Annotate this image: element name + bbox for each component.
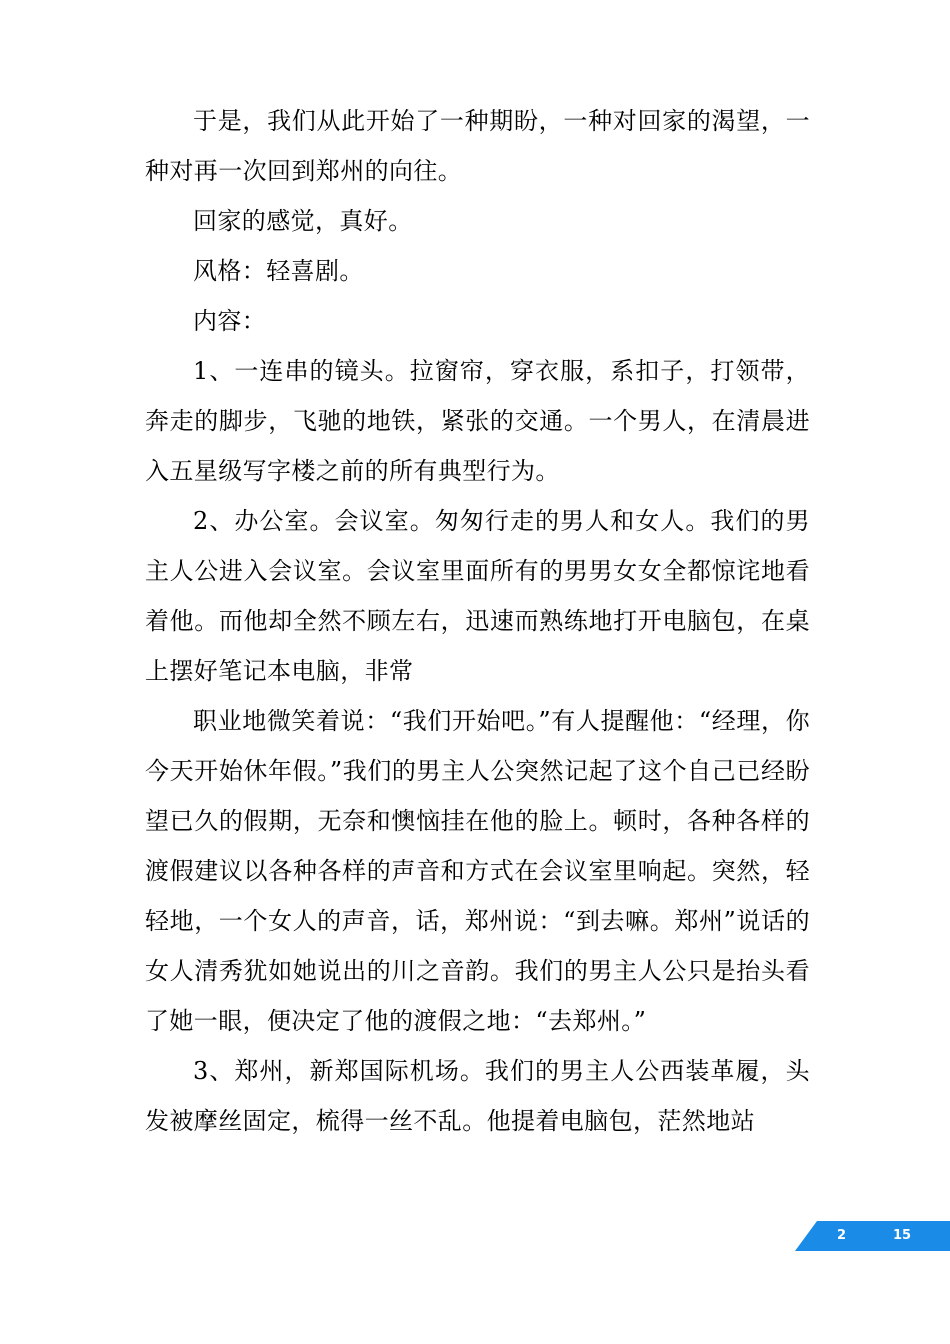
paragraph: 风格：轻喜剧。 bbox=[193, 257, 364, 285]
document-body bbox=[145, 96, 810, 1146]
paragraph: 2、办公室。会议室。匆匆行走的男人和女人。我们的男主人公进入会议室。会议室里面所有的男男女女全都惊诧地看着他。而他却全然不顾左右，迅速而熟练地打开电脑包，在桌上摆好笔记本电脑，非常 bbox=[145, 507, 810, 685]
paragraph: 回家的感觉，真好。 bbox=[193, 207, 413, 235]
paragraph: 于是，我们从此开始了一种期盼，一种对回家的渴望，一种对再一次回到郑州的向往。 bbox=[145, 107, 810, 185]
paragraph: 3、郑州，新郑国际机场。我们的男主人公西装革履，头发被摩丝固定，梳得一丝不乱。他提着电脑包，茫然地站 bbox=[145, 1057, 810, 1135]
current-page-number: 2 bbox=[837, 1228, 847, 1243]
paragraph: 1、一连串的镜头。拉窗帘，穿衣服，系扣子，打领带，奔走的脚步，飞驰的地铁，紧张的交通。一个男人，在清晨进入五星级写字楼之前的所有典型行为。 bbox=[145, 357, 810, 485]
page-badge-shape bbox=[795, 1221, 950, 1251]
paragraph: 职业地微笑着说：“我们开始吧。”有人提醒他：“经理，你今天开始休年假。”我们的男主人公突然记起了这个自己已经盼望已久的假期，无奈和懊恼挂在他的脸上。顿时，各种各样的渡假建议以各种各样的声音和方式在会议室里响起。突然，轻轻地，一个女人的声音，话，郑州说：“到去嘛。郑州”说话的女人清秀犹如她说出的川之音韵。我们的男主人公只是抬头看了她一眼，便决定了他的渡假之地：“去郑州。” bbox=[145, 707, 810, 1035]
page-number-badge bbox=[795, 1221, 950, 1251]
total-pages-number: 15 bbox=[893, 1228, 912, 1243]
paragraph: 内容： bbox=[193, 307, 267, 335]
